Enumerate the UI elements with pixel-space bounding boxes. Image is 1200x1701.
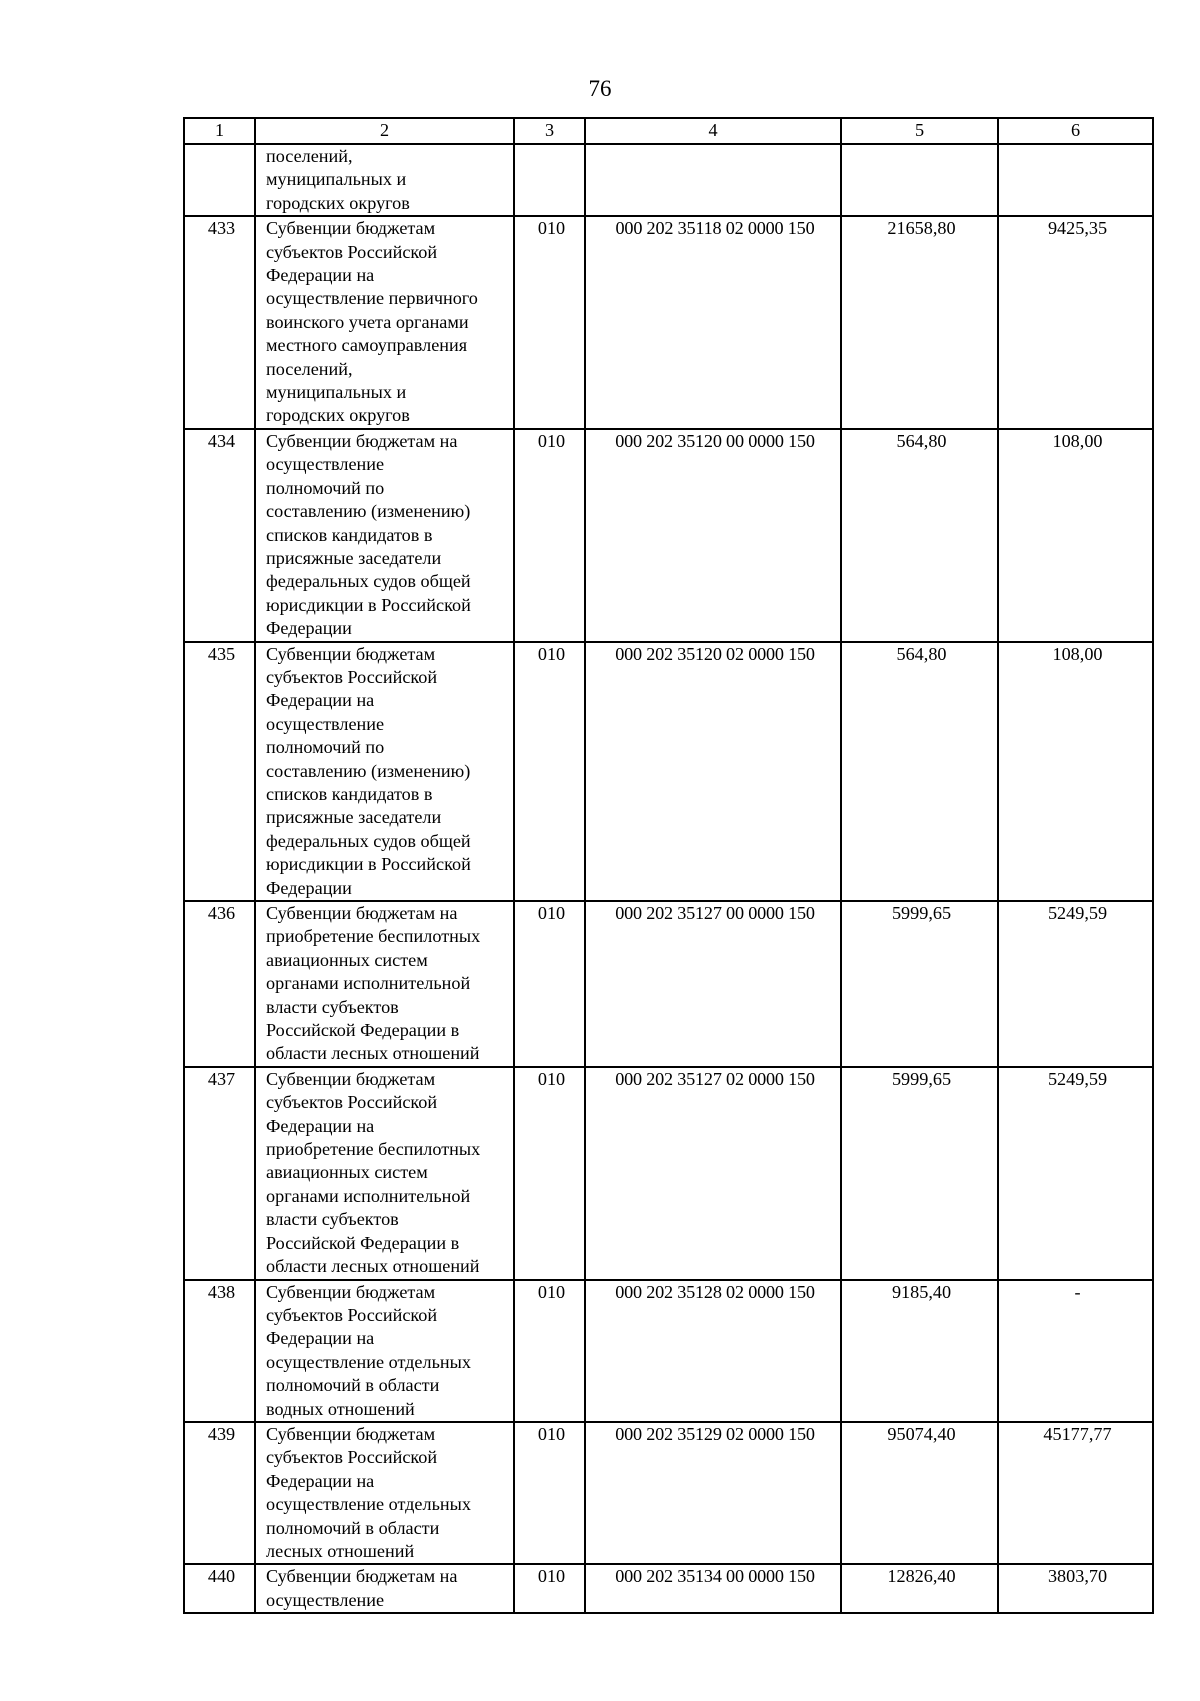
amount-col6-cell: 3803,70: [998, 1564, 1153, 1613]
amount-col5-cell: 5999,65: [841, 1067, 998, 1280]
row-number-cell: 440: [184, 1564, 255, 1613]
column-header-3: 3: [514, 118, 585, 144]
amount-col5-cell: 12826,40: [841, 1564, 998, 1613]
row-number-cell: 434: [184, 429, 255, 642]
amount-col6-cell: 9425,35: [998, 216, 1153, 429]
budget-code-cell: 000 202 35127 00 0000 150: [585, 901, 841, 1067]
budget-code-cell: 000 202 35118 02 0000 150: [585, 216, 841, 429]
code-cell: 010: [514, 1422, 585, 1564]
budget-code-cell: 000 202 35120 00 0000 150: [585, 429, 841, 642]
column-header-4: 4: [585, 118, 841, 144]
amount-col5-cell: [841, 144, 998, 216]
description-cell: Субвенции бюджетам субъектов Российской Федерации на осуществление отдельных полномочий в области лесных отношений: [255, 1422, 514, 1564]
description-cell: Субвенции бюджетам субъектов Российской Федерации на осуществление первичного воинского учета органами местного самоуправления поселений, муниципальных и городских округов: [255, 216, 514, 429]
amount-col6-cell: 108,00: [998, 642, 1153, 901]
page-number: 76: [588, 76, 612, 101]
budget-code-cell: 000 202 35120 02 0000 150: [585, 642, 841, 901]
code-cell: 010: [514, 1564, 585, 1613]
row-number-cell: [184, 144, 255, 216]
code-cell: 010: [514, 429, 585, 642]
table-row: [184, 901, 1153, 1067]
description-cell: Субвенции бюджетам на осуществление: [255, 1564, 514, 1613]
row-number-cell: 437: [184, 1067, 255, 1280]
amount-col6-cell: 5249,59: [998, 901, 1153, 1067]
amount-col5-cell: 9185,40: [841, 1280, 998, 1422]
description-cell: Субвенции бюджетам субъектов Российской Федерации на осуществление отдельных полномочий в области водных отношений: [255, 1280, 514, 1422]
description-cell: Субвенции бюджетам на приобретение беспилотных авиационных систем органами исполнительной власти субъектов Российской Федерации в области лесных отношений: [255, 901, 514, 1067]
table-row: [184, 1422, 1153, 1564]
amount-col5-cell: 95074,40: [841, 1422, 998, 1564]
description-cell: Субвенции бюджетам субъектов Российской Федерации на осуществление полномочий по составлению (изменению) списков кандидатов в присяжные заседатели федеральных судов общей юрисдикции в Российской Федерации: [255, 642, 514, 901]
budget-code-cell: [585, 144, 841, 216]
column-header-1: 1: [184, 118, 255, 144]
amount-col6-cell: 45177,77: [998, 1422, 1153, 1564]
row-number-cell: 439: [184, 1422, 255, 1564]
amount-col6-cell: -: [998, 1280, 1153, 1422]
amount-col5-cell: 21658,80: [841, 216, 998, 429]
column-header-2: 2: [255, 118, 514, 144]
amount-col5-cell: 5999,65: [841, 901, 998, 1067]
table-header-row: [184, 118, 1153, 144]
amount-col5-cell: 564,80: [841, 429, 998, 642]
code-cell: 010: [514, 642, 585, 901]
code-cell: 010: [514, 1280, 585, 1422]
row-number-cell: 438: [184, 1280, 255, 1422]
table-row: [184, 429, 1153, 642]
code-cell: 010: [514, 1067, 585, 1280]
amount-col5-cell: 564,80: [841, 642, 998, 901]
description-cell: поселений, муниципальных и городских округов: [255, 144, 514, 216]
amount-col6-cell: 108,00: [998, 429, 1153, 642]
code-cell: 010: [514, 216, 585, 429]
table-row: [184, 1067, 1153, 1280]
budget-code-cell: 000 202 35134 00 0000 150: [585, 1564, 841, 1613]
budget-code-cell: 000 202 35127 02 0000 150: [585, 1067, 841, 1280]
table-row: [184, 216, 1153, 429]
description-cell: Субвенции бюджетам субъектов Российской Федерации на приобретение беспилотных авиационных систем органами исполнительной власти субъектов Российской Федерации в области лесных отношений: [255, 1067, 514, 1280]
budget-code-cell: 000 202 35129 02 0000 150: [585, 1422, 841, 1564]
budget-table: [183, 117, 1154, 1614]
column-header-6: 6: [998, 118, 1153, 144]
column-header-5: 5: [841, 118, 998, 144]
table-row: [184, 144, 1153, 216]
table-row: [184, 1564, 1153, 1613]
row-number-cell: 436: [184, 901, 255, 1067]
budget-code-cell: 000 202 35128 02 0000 150: [585, 1280, 841, 1422]
description-cell: Субвенции бюджетам на осуществление полномочий по составлению (изменению) списков кандидатов в присяжные заседатели федеральных судов общей юрисдикции в Российской Федерации: [255, 429, 514, 642]
table-row: [184, 642, 1153, 901]
amount-col6-cell: 5249,59: [998, 1067, 1153, 1280]
row-number-cell: 435: [184, 642, 255, 901]
row-number-cell: 433: [184, 216, 255, 429]
code-cell: [514, 144, 585, 216]
amount-col6-cell: [998, 144, 1153, 216]
table-row: [184, 1280, 1153, 1422]
code-cell: 010: [514, 901, 585, 1067]
